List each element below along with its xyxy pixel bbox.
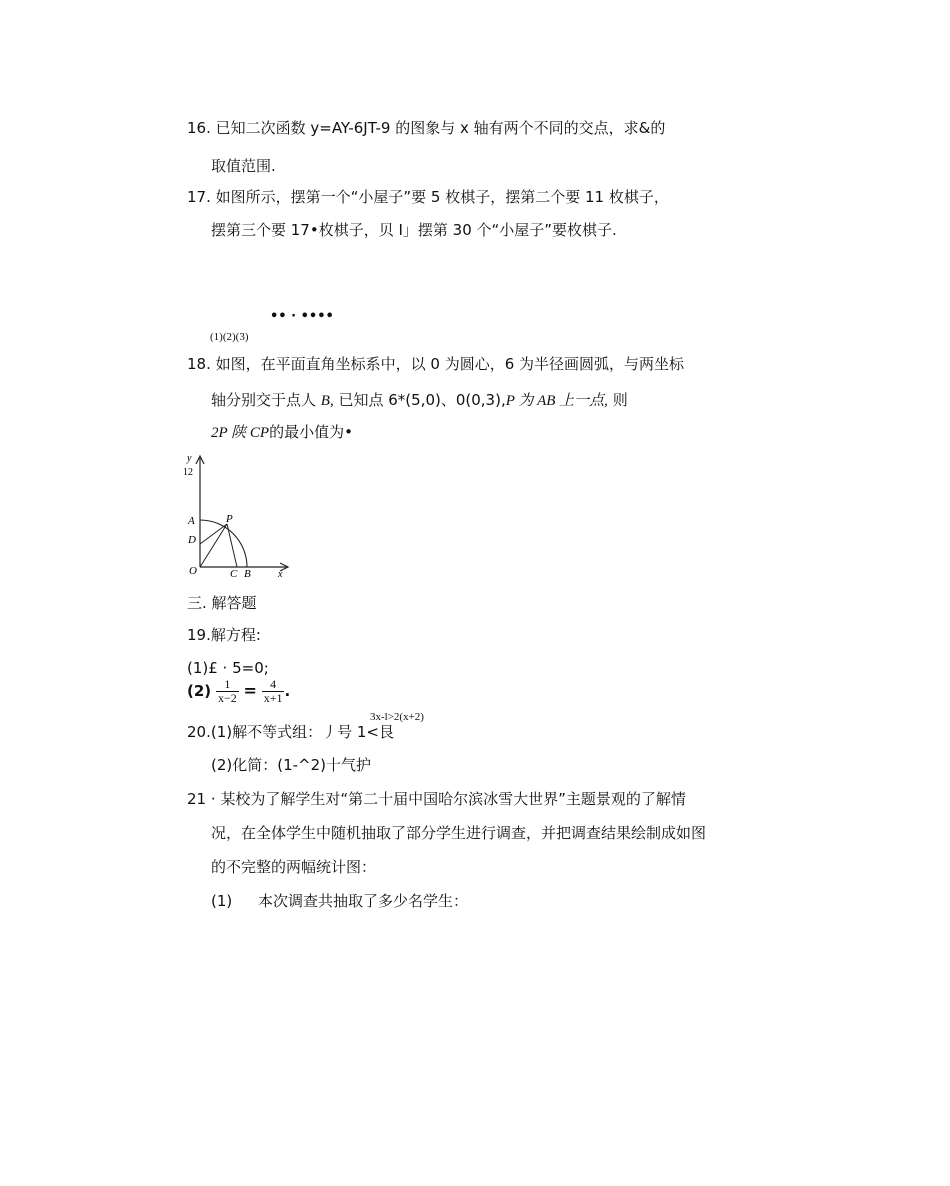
q18-line3: [211, 422, 353, 443]
frac2-numerator: 4: [262, 678, 285, 692]
q17-figure-labels: (1)(2)(3): [210, 331, 249, 343]
fig-label-c: C: [230, 568, 238, 580]
q18-line2-text-a: 轴分别交于点人: [211, 391, 321, 409]
q19-fraction-2: [262, 678, 285, 705]
q21-sub1-text: 本次调查共抽取了多少名学生：: [258, 892, 469, 910]
q18-line3-text: 的最小值为•: [269, 423, 353, 441]
q17-dots-figure: •• · ••••: [270, 309, 334, 324]
q18-coordinate-figure: [180, 450, 295, 580]
q21-sub1-number: (1): [211, 892, 233, 910]
q18-p-on-arc: P 为 AB 上一点,: [505, 393, 608, 409]
q16-line1: 16. 已知二次函数 y=AY-6JT-9 的图象与 x 轴有两个不同的交点，求&的: [187, 119, 666, 137]
fig-label-o: O: [189, 565, 197, 577]
q18-line2-text-e: 则: [607, 391, 628, 409]
q20-part1: 20.(1)解不等式组：丿号 1<艮: [187, 723, 394, 741]
fig-label-a: A: [188, 515, 195, 527]
fig-label-b: B: [244, 568, 251, 580]
q19-period: .: [284, 682, 291, 700]
q21-line3: 的不完整的两幅统计图：: [211, 858, 377, 876]
q20-superscript: 3x-l>2(x+2): [370, 711, 424, 723]
section-title: 三. 解答题: [187, 594, 257, 612]
frac1-denominator: x−2: [217, 691, 237, 705]
fig-y-axis-label: y: [187, 453, 192, 464]
q16-line2: 取值范围.: [211, 157, 276, 175]
q19-part1: (1)£ · 5=0;: [187, 659, 269, 677]
fig-x-axis-label: x: [278, 569, 283, 580]
q20-part2: (2)化简：(1-^2)十气护: [211, 756, 372, 774]
q19-part2: [187, 677, 290, 705]
fig-tick-12: 12: [183, 467, 193, 478]
q19-part2-label: (2): [187, 682, 212, 700]
q17-line2: 摆第三个要 17•枚棋子，贝 I」摆第 30 个“小屋子”要枚棋子.: [211, 221, 617, 239]
q21-line1: 21 · 某校为了解学生对“第二十届中国哈尔滨冰雪大世界”主题景观的了解情: [187, 790, 686, 808]
fig-label-d: D: [188, 534, 196, 546]
q19-title: 19.解方程:: [187, 626, 261, 644]
q18-point-b: B,: [320, 393, 334, 409]
q18-line2: [211, 390, 628, 411]
q18-expression: 2P 陕 CP: [211, 425, 270, 441]
fig-label-p: P: [226, 513, 233, 525]
frac1-numerator: 1: [216, 678, 239, 692]
q21-line2: 况，在全体学生中随机抽取了部分学生进行调查，并把调查结果绘制成如图: [211, 824, 707, 842]
q17-line1: 17. 如图所示，摆第一个“小屋子”要 5 枚棋子，摆第二个要 11 枚棋子，: [187, 188, 669, 206]
q18-line2-text-c: 已知点 6*(5,0)、0(0,3),: [333, 391, 506, 409]
frac2-denominator: x+1: [263, 691, 283, 705]
q18-line1: 18. 如图，在平面直角坐标系中，以 0 为圆心，6 为半径画圆弧，与两坐标: [187, 355, 685, 373]
q19-equals: =: [243, 681, 257, 700]
q19-fraction-1: [216, 678, 239, 705]
